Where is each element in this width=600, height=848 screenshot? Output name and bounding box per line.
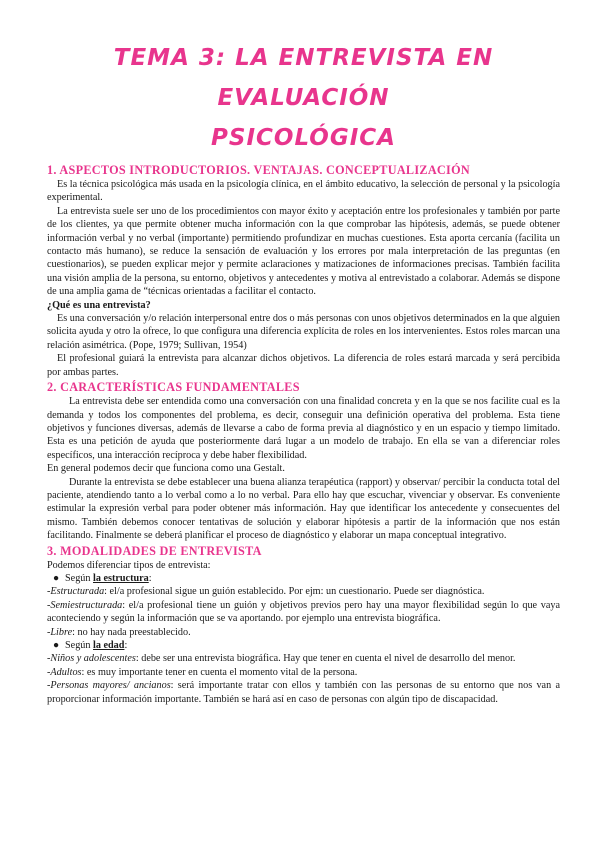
bullet-icon: ● [53,640,60,651]
item-term: -Personas mayores/ ancianos [47,680,171,692]
item-term: -Libre [47,626,73,638]
item-ninos [47,652,560,665]
title-line-1: TEMA 3: LA ENTREVISTA EN EVALUACIÓN [113,45,494,111]
s1-paragraph-2: La entrevista suele ser uno de los procedimientos con mayor éxito y aceptación entre los profesionales y también por parte de los clientes, ya que permite obtener mucha información con la que comprobar las hipótesis, además, se puede obtener información verbal y no verbal (importante) permitiendo profundizar en muchas cuestiones. Esta aporta cercanía (facilita un contacto más humano), se reduce la sensación de evaluación y los errores por mala interpretación de las preguntas (en cuestionarios), se pueden explicar mejor y permite aclaraciones y matizaciones de informaciones precisas. También facilita una visión amplia de la persona, su entorno, objetivos y antecedentes y motiva al entrevistado a colaborar. Además se dispone de una amplia gama de “técnicas orientadas a facilitar el contacto. [47,205,560,298]
item-text: : debe ser una entrevista biográfica. Hay que tener en cuenta el nivel de desarrollo del menor. [135,653,516,665]
bullet-prefix: Según [65,640,94,651]
item-text: : el/a profesional sigue un guión establecido. Por ejm: un cuestionario. Puede ser diagnóstica. [104,586,485,598]
item-estructurada [47,585,560,598]
section-3-heading: 3. MODALIDADES DE ENTREVISTA [47,543,262,558]
item-adultos [47,666,560,679]
item-text: : el/a profesional tiene un guión y objetivos previos pero hay una mayor flexibilidad según lo que vaya aconteciendo y según la información que se va aportando. por ejemplo una entrevista biográfica. [47,599,560,625]
item-term: -Estructurada [47,586,105,598]
s3-intro: Podemos diferenciar tipos de entrevista: [47,559,211,571]
bullet-icon: ● [53,572,60,584]
bullet-edad [47,639,560,652]
item-mayores [47,679,560,706]
s2-paragraph-2: En general podemos decir que funciona como una Gestalt. [47,463,285,475]
bullet-prefix: Según [65,572,94,584]
s2-paragraph-3: Durante la entrevista se debe establecer una buena alianza terapéutica (rapport) y observar/ percibir la conducta total del paciente, atendiendo tanto a lo verbal como a lo no verbal. Para ello hay que escuchar, vivenciar y observar. Es conveniente estimular la expresión verbal para poder obtener más información. Hay que identificar los antecedente y consecuentes del mismo. También debemos conocer tentativas de solución y elaborar hipótesis a partir de la información que nos están facilitando. Finalmente se deberá planificar el proceso de diagnóstico y elaborar un mapa conceptual integrativo. [47,476,560,542]
s1-question: ¿Qué es una entrevista? [47,299,151,311]
bullet-suffix: : [148,572,152,584]
bullet-suffix: : [124,640,128,651]
s1-paragraph-1: Es la técnica psicológica más usada en la psicología clínica, en el ámbito educativo, la selección de personal y la psicología experimental. [47,179,560,204]
bullet-keyword: la edad [93,640,125,651]
s2-paragraph-1: La entrevista debe ser entendida como una conversación con una finalidad concreta y en la que se nos facilite cual es la demanda y todos los componentes del problema, es decir, conseguir una definición operativa del problema. Esta tiene objetivos y funciones diversas, además de llevarse a cabo de forma previa al diagnóstico y en un espacio y tiempo limitado. Esta es una petición de ayuda que posteriormente dará lugar a un modelo de trabajo. En ella se van a diferenciar roles específicos, una interacción recíproca y debe haber flexibilidad. [47,396,560,461]
s1-paragraph-3: Es una conversación y/o relación interpersonal entre dos o más personas con unos objetivos determinados en la que alguien solicita ayuda y otro la ofrece, lo que configura una diferencia explícita de roles en los intervenientes. Estos roles marcan una relación asimétrica. (Pope, 1979; Sullivan, 1954) [47,313,561,351]
page-title [47,38,560,158]
item-text: : no hay nada preestablecido. [72,626,191,638]
section-2-heading: 2. CARACTERÍSTICAS FUNDAMENTALES [47,380,300,395]
item-semiestructurada [47,599,560,626]
s1-paragraph-4: El profesional guiará la entrevista para alcanzar dichos objetivos. La diferencia de roles estará marcada y será percibida por ambas partes. [47,353,560,378]
bullet-estructura [47,572,560,585]
item-libre [47,626,560,639]
item-term: -Semiestructurada [47,599,123,611]
section-1-heading: 1. ASPECTOS INTRODUCTORIOS. VENTAJAS. CONCEPTUALIZACIÓN [47,163,470,177]
item-term: -Niños y adolescentes [47,653,136,665]
item-text: : es muy importante tener en cuenta el momento vital de la persona. [81,666,358,678]
title-line-2: PSICOLÓGICA [211,125,396,151]
item-text: : será importante tratar con ellos y también con las personas de su entorno que nos van a proporcionar información importante. También se hará así en caso de personas con algún tipo de discapacidad. [47,680,560,705]
item-term: -Adultos [47,666,82,678]
bullet-keyword: la estructura [93,572,149,584]
